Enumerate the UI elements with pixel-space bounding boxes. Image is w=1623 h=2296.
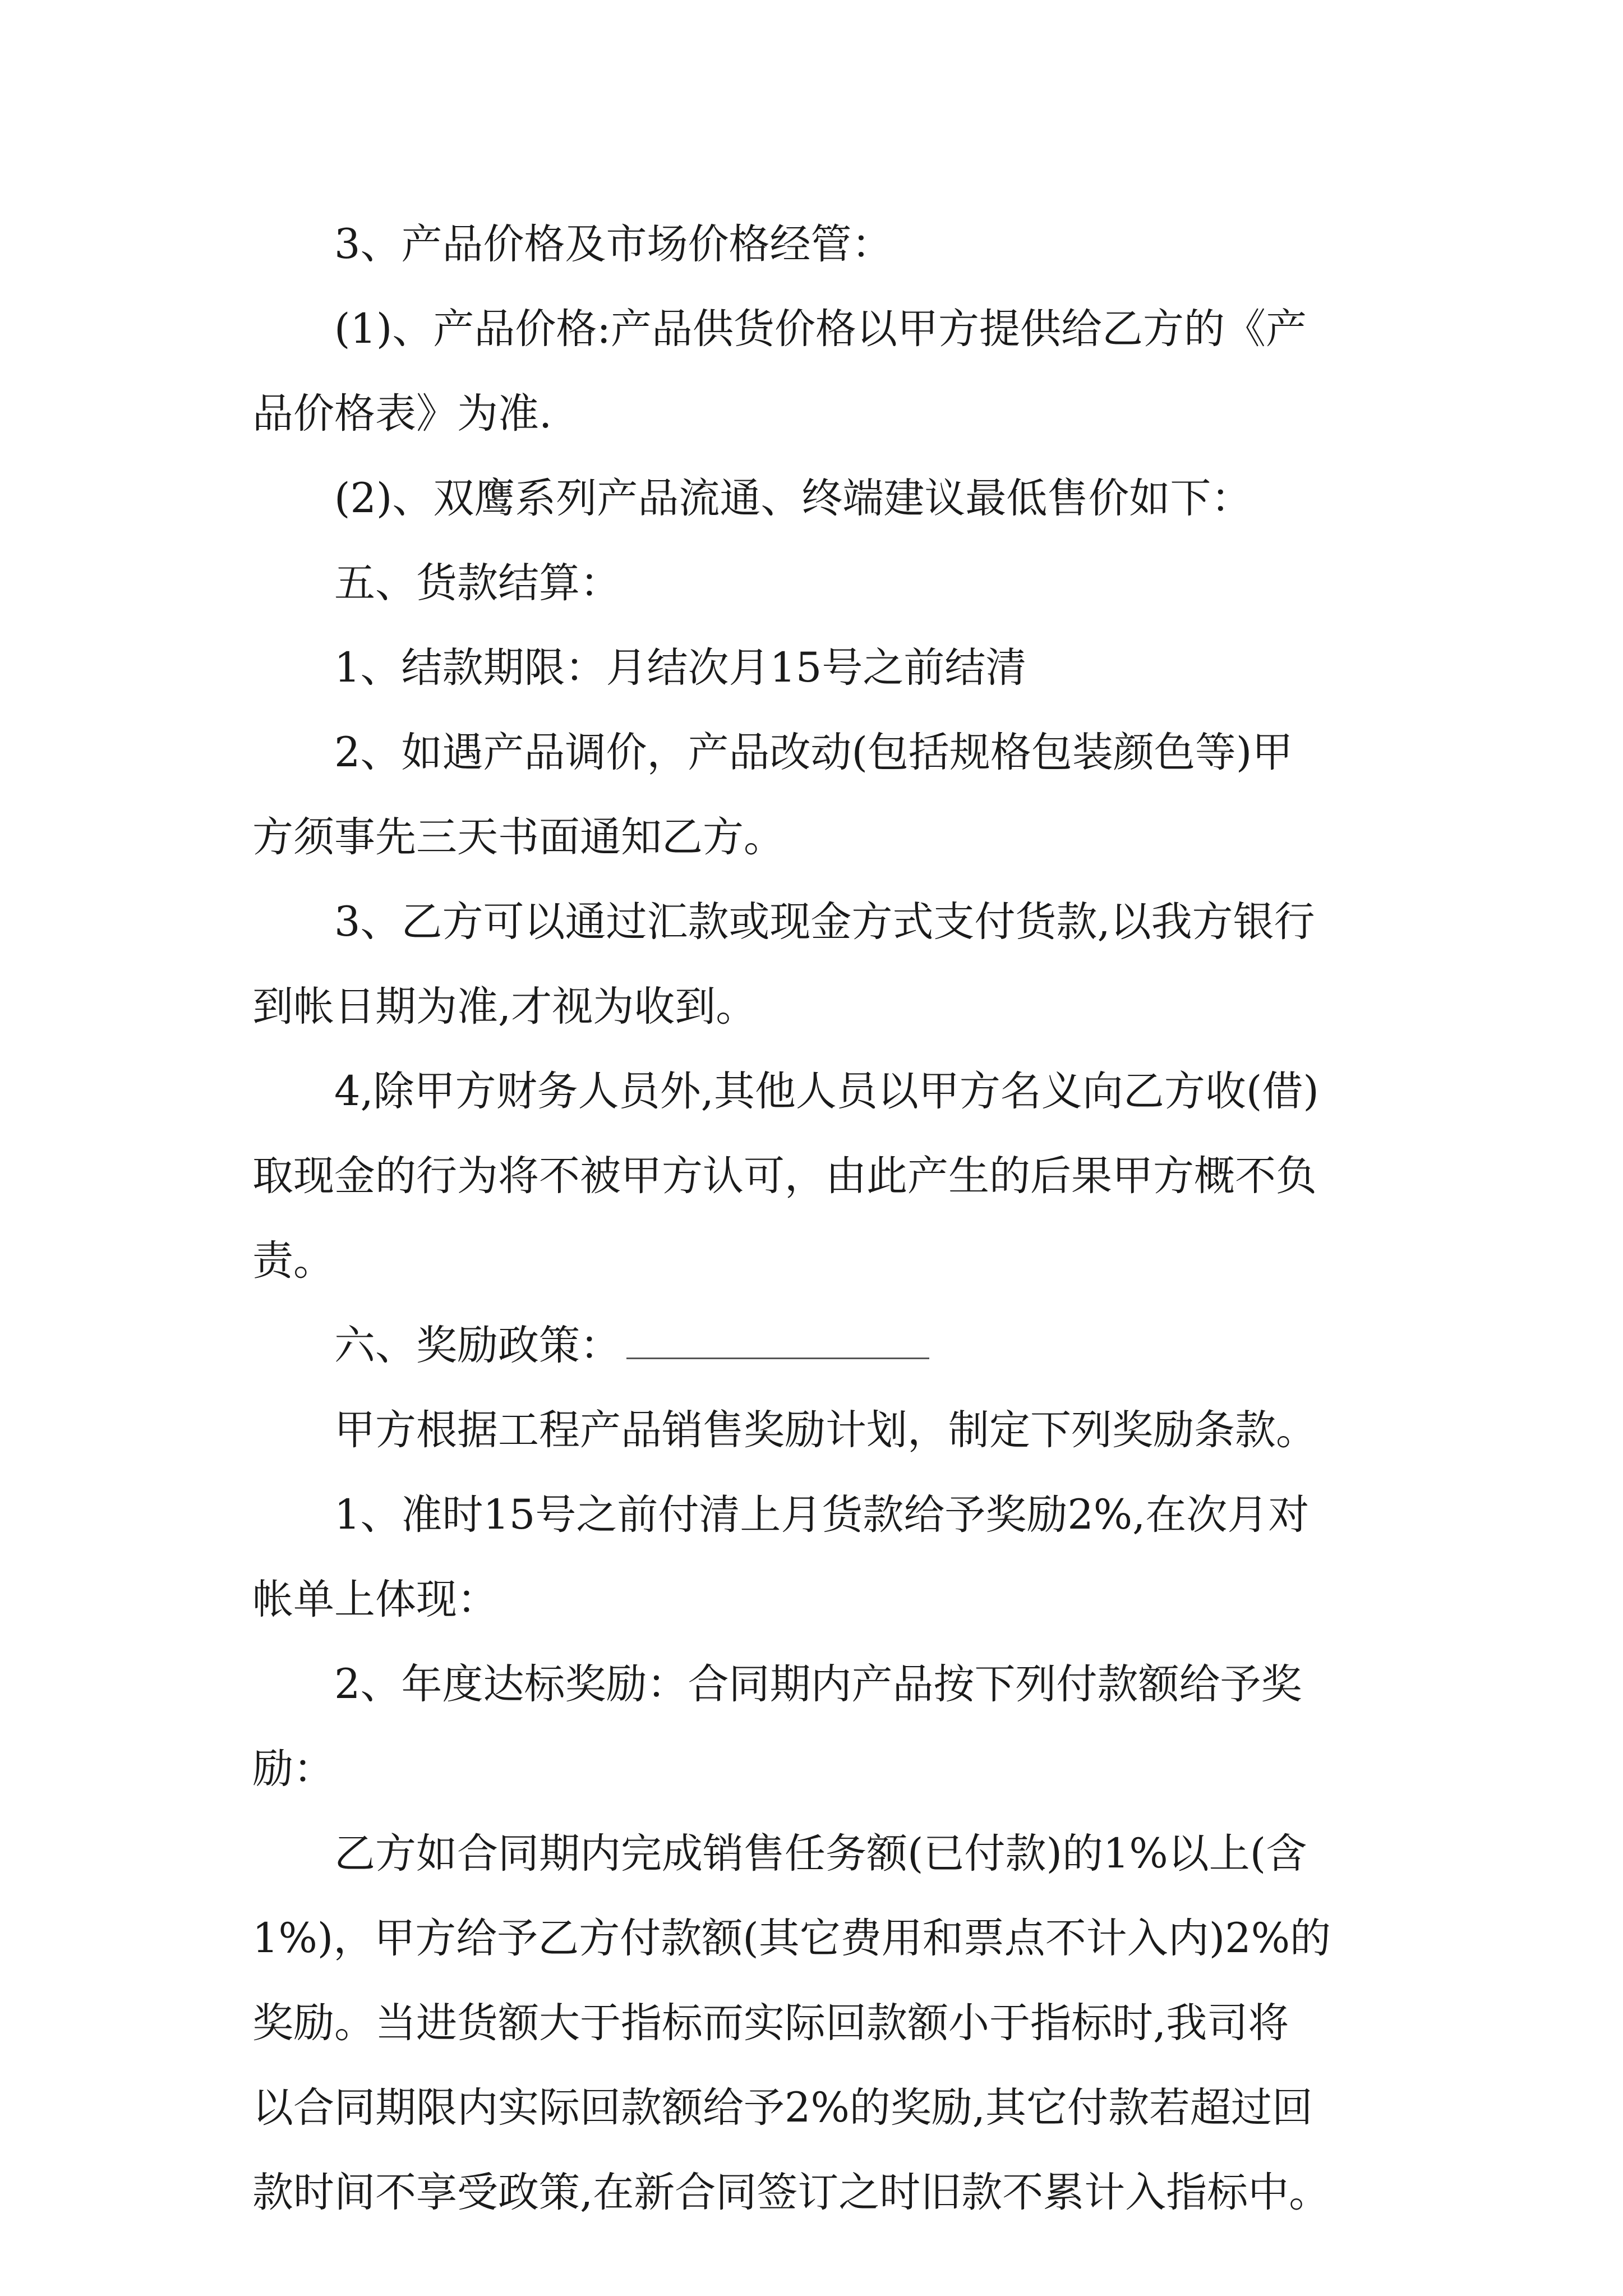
paragraph-line: (1)、产品价格:产品供货价格以甲方提供给乙方的《产 [334, 305, 1307, 353]
paragraph-line: 乙方如合同期内完成销售任务额(已付款)的1%以上(含 [334, 1830, 1307, 1878]
paragraph-line: 4,除甲方财务人员外,其他人员以甲方名义向乙方收(借) [334, 1068, 1319, 1115]
document-body [252, 202, 1374, 2235]
section-heading-reward-label: 六、奖励政策： [334, 1322, 621, 1369]
paragraph-line: 2、如遇产品调价，产品改动(包括规格包装颜色等)甲 [334, 729, 1293, 776]
paragraph-line: 3、乙方可以通过汇款或现金方式支付货款,以我方银行 [334, 898, 1315, 946]
section-heading-reward [252, 1303, 1374, 1388]
paragraph-line: 1、准时15号之前付清上月货款给予奖励2%,在次月对 [334, 1491, 1310, 1539]
paragraph-line: (2)、双鹰系列产品流通、终端建议最低售价如下： [334, 475, 1252, 522]
paragraph-line: 到帐日期为准,才视为收到。 [252, 983, 757, 1030]
paragraph-line: 励： [252, 1745, 334, 1793]
paragraph-line: 2、年度达标奖励：合同期内产品按下列付款额给予奖 [334, 1660, 1302, 1708]
paragraph-line: 帐单上体现： [252, 1576, 498, 1623]
paragraph-line: 以合同期限内实际回款额给予2%的奖励,其它付款若超过回 [252, 2084, 1313, 2132]
paragraph-line: 责。 [252, 1237, 334, 1285]
paragraph-line: 品价格表》为准. [252, 390, 552, 438]
paragraph-line: 款时间不享受政策,在新合同签订之时旧款不累计入指标中。 [252, 2169, 1330, 2216]
paragraph-line: 方须事先三天书面通知乙方。 [252, 813, 785, 861]
paragraph-line: 1%)，甲方给予乙方付款额(其它费用和票点不计入内)2%的 [252, 1915, 1331, 1962]
section-heading-price: 3、产品价格及市场价格经管： [334, 220, 893, 268]
paragraph-line: 奖励。当进货额大于指标而实际回款额小于指标时,我司将 [252, 1999, 1289, 2047]
paragraph-line: 取现金的行为将不被甲方认可，由此产生的后果甲方概不负 [252, 1152, 1317, 1200]
section-heading-payment: 五、货款结算： [334, 559, 621, 607]
fill-in-blank [626, 1313, 929, 1359]
paragraph-line: 1、结款期限：月结次月15号之前结清 [334, 644, 1027, 692]
paragraph-line: 甲方根据工程产品销售奖励计划，制定下列奖励条款。 [334, 1406, 1317, 1454]
